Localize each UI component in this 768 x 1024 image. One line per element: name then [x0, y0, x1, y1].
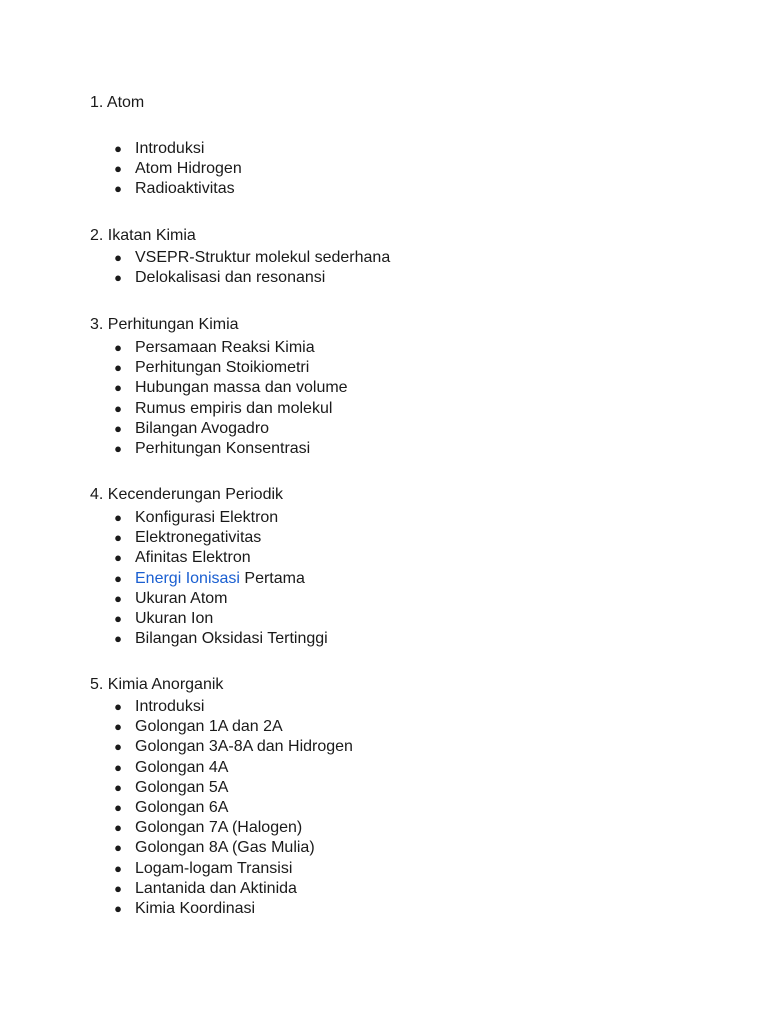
bullet-icon: ● [114, 380, 122, 396]
bullet-icon: ● [114, 880, 122, 896]
section-heading-kecenderungan-periodik: 4. Kecenderungan Periodik [90, 486, 284, 503]
section-heading-ikatan-kimia: 2. Ikatan Kimia [90, 227, 196, 244]
bullet-icon: ● [114, 400, 122, 416]
bullet-icon: ● [114, 420, 122, 436]
energi-ionisasi-link[interactable]: Energi Ionisasi [135, 569, 240, 587]
bullet-icon: ● [114, 141, 122, 156]
bullet-icon: ● [114, 779, 122, 795]
document-page: 1. Atom ● Introduksi ● Atom Hidrogen ● Radioaktivitas 2. Ikatan Kimia ● VSEPR-Struktur molekul sederhana ● Delokalisasi dan resonansi 3. Perhitungan Kimia ● Persamaan Reaksi Kimia ● Perhitungan Stoikiometri ● Hubungan massa dan volume ● Rumus empiris dan molekul ● Bilangan Avogadro ● Perhitungan Konsentrasi 4. Kecenderungan Periodik ● Konfigurasi Elektron ● Elektronegativitas ● Afinitas Elektron ● Energi Ionisasi Pertama ● Ukuran Atom ● Ukuran Ion ● Bilangan Oksidasi Tertinggi 5. Kimia Anorganik ● Introduksi ● Golongan 1A dan 2A ● Golongan 3A-8A dan Hidrogen ● Golongan 4A ● Golongan 5A ● Golongan 6A ● Golongan 7A (Halogen) ● Golongan 8A (Gas Mulia) ● Logam-logam Transisi ● Lantanida dan Aktinida ● Kimia Koordinasi [90, 94, 391, 917]
bullet-icon: ● [114, 631, 122, 647]
bullet-icon: ● [114, 550, 122, 566]
bullet-icon: ● [114, 840, 122, 856]
bullet-icon: ● [114, 181, 122, 197]
bullet-icon: ● [114, 719, 122, 735]
bullet-icon: ● [114, 820, 122, 836]
bullet-icon: ● [114, 340, 122, 355]
bullet-icon: ● [114, 440, 122, 456]
bullet-icon: ● [114, 610, 122, 626]
bullet-icon: ● [114, 799, 122, 815]
bullet-icon: ● [114, 161, 122, 177]
bullet-icon: ● [114, 759, 122, 775]
bullet-icon: ● [114, 530, 122, 546]
bullet-icon: ● [114, 250, 122, 265]
section-heading-kimia-anorganik: 5. Kimia Anorganik [90, 676, 224, 693]
section-heading-perhitungan-kimia: 3. Perhitungan Kimia [90, 316, 239, 333]
bullet-icon: ● [114, 570, 122, 586]
bullet-icon: ● [114, 360, 122, 376]
bullet-icon: ● [114, 739, 122, 755]
bullet-icon: ● [114, 590, 122, 606]
bullet-icon: ● [114, 900, 122, 916]
bullet-icon: ● [114, 699, 122, 714]
bullet-icon: ● [114, 860, 122, 876]
list-item-with-link: Energi Ionisasi Pertama [135, 569, 305, 587]
section-heading-atom: 1. Atom [90, 94, 145, 111]
bullet-icon: ● [114, 510, 122, 525]
bullet-icon: ● [114, 270, 122, 286]
